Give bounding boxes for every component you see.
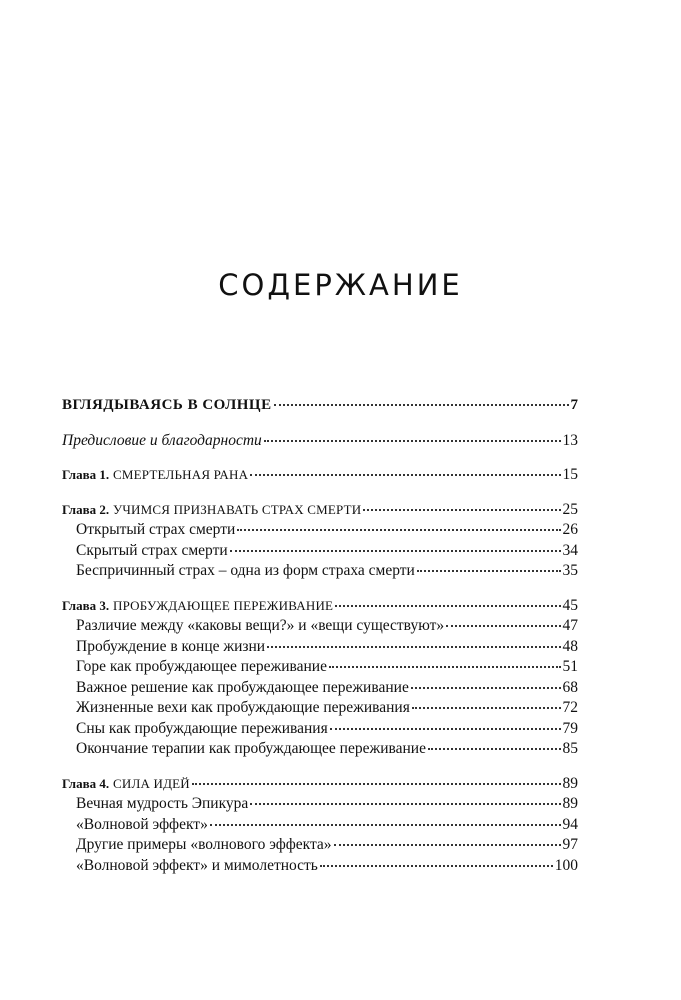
page-title: СОДЕРЖАНИЕ bbox=[218, 268, 463, 302]
toc-entry-page: 89 bbox=[562, 795, 578, 812]
dot-leader bbox=[428, 748, 561, 750]
toc-section-title: Горе как пробуждающее переживание bbox=[76, 658, 327, 675]
toc-entry-page: 25 bbox=[562, 500, 578, 518]
chapter-name: ПРОБУЖДАЮЩЕЕ ПЕРЕЖИВАНИЕ bbox=[113, 597, 334, 613]
toc-section bbox=[62, 617, 578, 638]
toc-chapter-1 bbox=[62, 466, 578, 487]
toc-section bbox=[62, 740, 578, 761]
toc-entry-page: 94 bbox=[562, 815, 578, 833]
toc-entry-page: 34 bbox=[562, 541, 578, 559]
toc-section-title: «Волновой эффект» и мимолетность bbox=[76, 856, 318, 874]
dot-leader bbox=[411, 687, 561, 689]
dot-leader bbox=[417, 570, 561, 572]
toc-section-title: Сны как пробуждающие переживания bbox=[76, 719, 328, 737]
dot-leader bbox=[330, 728, 561, 730]
toc-chapter-title bbox=[62, 466, 248, 484]
toc-section-title: Скрытый страх смерти bbox=[76, 541, 228, 559]
toc-entry-front-2 bbox=[62, 432, 578, 453]
toc-entry-page: 97 bbox=[562, 836, 578, 853]
toc-entry-page: 7 bbox=[570, 397, 578, 413]
toc-entry-page: 85 bbox=[562, 740, 578, 757]
toc-chapter-title bbox=[62, 775, 190, 793]
toc-section-title: Важное решение как пробуждающее переживание bbox=[76, 678, 409, 696]
chapter-name: СИЛА ИДЕЙ bbox=[113, 775, 190, 791]
toc-entry-title: Предисловие и благодарности bbox=[62, 431, 262, 449]
toc-chapter-3 bbox=[62, 597, 578, 618]
toc-section bbox=[62, 679, 578, 700]
toc-section bbox=[62, 720, 578, 741]
dot-leader bbox=[192, 783, 561, 785]
toc-section-title: Пробуждение в конце жизни bbox=[76, 637, 266, 655]
toc-entry-page: 100 bbox=[554, 856, 578, 874]
dot-leader bbox=[446, 625, 560, 627]
chapter-label: Глава 3. bbox=[62, 597, 110, 613]
dot-leader bbox=[329, 666, 561, 668]
toc-entry-title: ВГЛЯДЫВАЯСЬ В СОЛНЦЕ bbox=[62, 397, 272, 413]
toc-section bbox=[62, 521, 578, 542]
toc-entry-page: 51 bbox=[562, 658, 578, 675]
dot-leader bbox=[250, 803, 560, 805]
chapter-name: УЧИМСЯ ПРИЗНАВАТЬ СТРАХ СМЕРТИ bbox=[113, 501, 362, 517]
toc-section bbox=[62, 857, 578, 878]
toc-section bbox=[62, 795, 578, 816]
dot-leader bbox=[267, 646, 560, 648]
toc-entry-page: 72 bbox=[562, 699, 578, 716]
toc-entry-page: 45 bbox=[562, 596, 578, 614]
toc-entry-page: 79 bbox=[562, 719, 578, 737]
toc-section-title: Открытый страх смерти bbox=[76, 521, 236, 538]
toc-entry-page: 13 bbox=[562, 431, 578, 449]
toc-section bbox=[62, 562, 578, 583]
toc-entry-page: 68 bbox=[562, 678, 578, 696]
toc-section-title: Другие примеры «волнового эффекта» bbox=[76, 836, 332, 853]
chapter-name: СМЕРТЕЛЬНАЯ РАНА bbox=[113, 467, 249, 482]
toc-section-title: Жизненные вехи как пробуждающие переживания bbox=[76, 699, 410, 716]
dot-leader bbox=[274, 404, 569, 406]
dot-leader bbox=[237, 529, 560, 531]
toc-section-title: Различие между «каковы вещи?» и «вещи существуют» bbox=[76, 617, 445, 634]
toc-section-title: Вечная мудрость Эпикура bbox=[76, 795, 249, 812]
dot-leader bbox=[230, 550, 561, 552]
toc-entry-page: 48 bbox=[562, 637, 578, 655]
toc-entry-page: 47 bbox=[562, 617, 578, 634]
toc-section bbox=[62, 542, 578, 563]
dot-leader bbox=[210, 824, 561, 826]
toc-section bbox=[62, 816, 578, 837]
toc-section bbox=[62, 638, 578, 659]
toc-entry-front-1 bbox=[62, 397, 578, 418]
toc-chapter-title bbox=[62, 501, 361, 519]
toc-entry-page: 15 bbox=[562, 466, 578, 483]
chapter-label: Глава 2. bbox=[62, 501, 110, 517]
toc-section-title: Окончание терапии как пробуждающее переживание bbox=[76, 740, 426, 757]
dot-leader bbox=[412, 707, 561, 709]
toc-chapter-2 bbox=[62, 501, 578, 522]
dot-leader bbox=[250, 474, 560, 476]
dot-leader bbox=[320, 865, 553, 867]
dot-leader bbox=[334, 844, 561, 846]
toc-entry-page: 26 bbox=[562, 521, 578, 538]
toc-entry-page: 89 bbox=[562, 774, 578, 792]
dot-leader bbox=[363, 509, 560, 511]
toc-chapter-title bbox=[62, 597, 333, 615]
toc-section bbox=[62, 836, 578, 857]
toc-chapter-4 bbox=[62, 775, 578, 796]
toc-section bbox=[62, 658, 578, 679]
toc-entry-page: 35 bbox=[562, 562, 578, 579]
dot-leader bbox=[264, 440, 561, 442]
chapter-label: Глава 4. bbox=[62, 775, 110, 791]
toc-section-title: «Волновой эффект» bbox=[76, 815, 208, 833]
toc-section-title: Беспричинный страх – одна из форм страха смерти bbox=[76, 562, 415, 579]
toc-section bbox=[62, 699, 578, 720]
chapter-label: Глава 1. bbox=[62, 467, 110, 482]
dot-leader bbox=[335, 605, 560, 607]
table-of-contents bbox=[62, 397, 578, 877]
